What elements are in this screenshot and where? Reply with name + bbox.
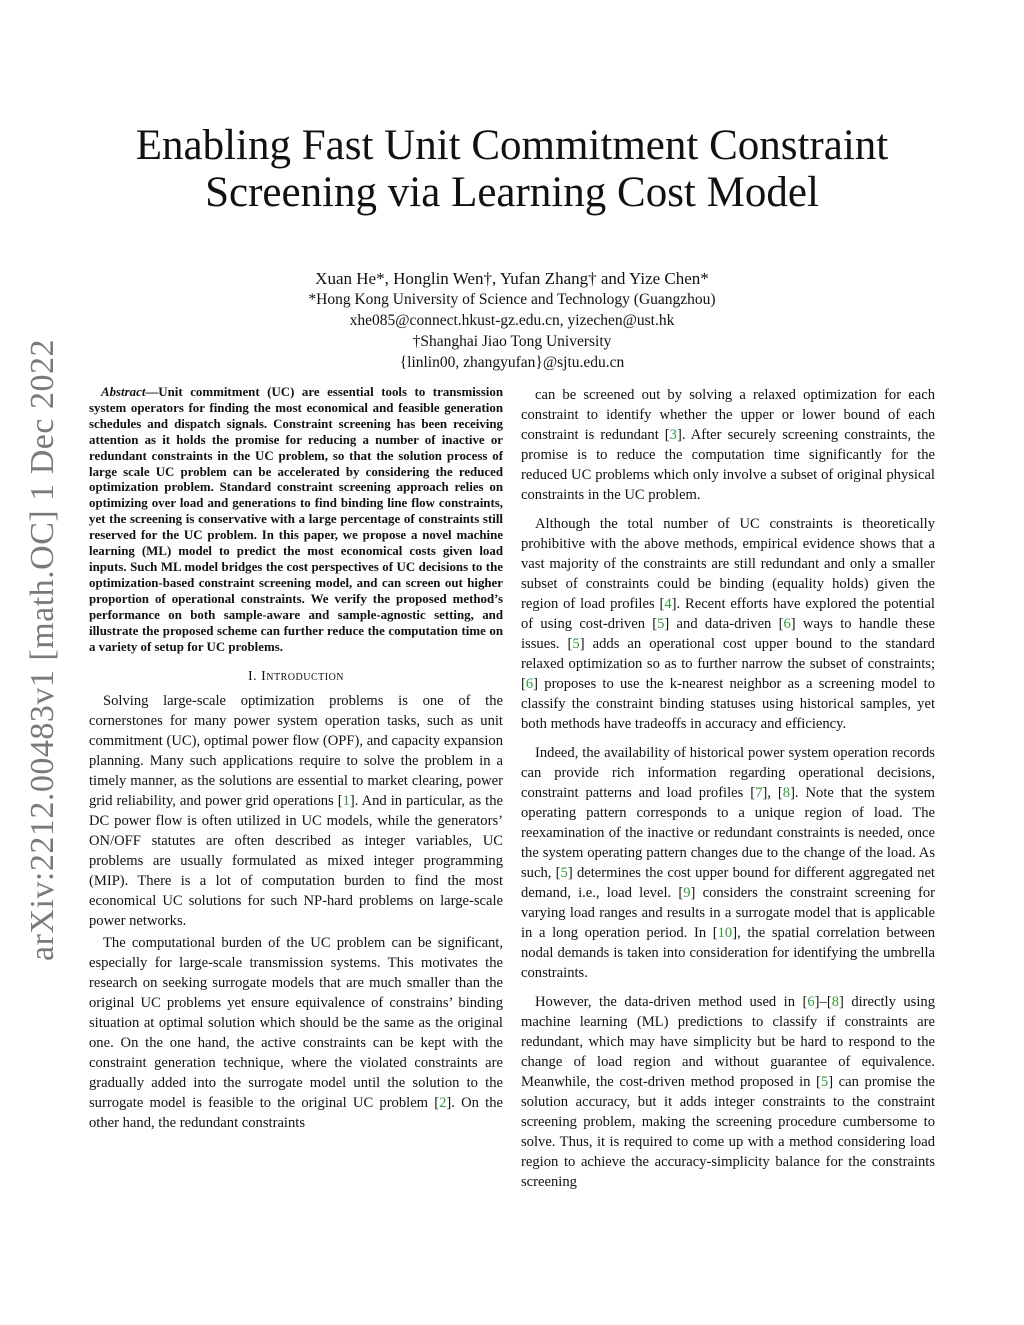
paragraph-text: ], the spatial correlation between nodal demands is taken into consideration for identifying the umbrella constraints. [521, 925, 935, 981]
paragraph-text: Solving large-scale optimization problems is one of the cornerstones for many power system operation tasks, such as unit commitment (UC), optimal power flow (OPF), and capacity expansion planning. Many such applications require to solve the problem in a timely manner, as the solutions are essential to market clearing, power grid reliability, and power grid operations [ [89, 693, 503, 810]
citation-link[interactable]: 5 [657, 616, 665, 632]
paper-title [88, 122, 936, 216]
right-body [521, 385, 935, 1192]
paragraph-text: ] directly using machine learning (ML) predictions to classify if constraints are redundant, which may have simplicity but be hard to respond to the change of load region and without guarantee of equivalence. Meanwhile, the cost-driven method proposed in [ [521, 994, 935, 1090]
body-paragraph [521, 743, 935, 983]
section-title: Introduction [261, 669, 345, 685]
paragraph-text: Although the total number of UC constraints is theoretically prohibitive with the above methods, empirical evidence shows that a vast majority of the constraints are still redundant and only a smaller subset of constraints could be binding (equality holds) given the region of load profiles [ [521, 516, 935, 612]
email-2: {linlin00, zhangyufan}@sjtu.edu.cn [399, 354, 625, 371]
body-paragraph [89, 933, 503, 1133]
paragraph-text: ]. Note that the system operating pattern corresponds to a unique region of load. The reexamination of the inactive or redundant constraints is needed, once the system operating pattern changes due to the change of the load. As such, [ [521, 785, 935, 881]
body-paragraph [89, 691, 503, 931]
citation-link[interactable]: 6 [783, 616, 791, 632]
paragraph-text: ] ways to handle these issues. [ [521, 616, 935, 652]
paragraph-text: ] considers the constraint screening for varying load ranges and results in a surrogate model that is applicable in a long operation period. In [ [521, 885, 935, 941]
author-names: Xuan He*, Honglin Wen†, Yufan Zhang† and Yize Chen* [315, 269, 709, 288]
paragraph-text: ]. Recent efforts have explored the potential of using cost-driven [ [521, 596, 935, 632]
citation-link[interactable]: 6 [525, 676, 534, 692]
citation-link[interactable]: 5 [820, 1074, 829, 1090]
citation-link[interactable]: 5 [560, 865, 568, 881]
section-numeral: I. [247, 669, 262, 685]
citation-link[interactable]: 8 [782, 785, 791, 801]
citation-link[interactable]: 8 [831, 994, 839, 1010]
citation-link[interactable]: 4 [664, 596, 672, 612]
paragraph-text: ] proposes to use the k-nearest neighbor as a screening model to classify the constraint binding statuses using historical samples, yet both methods have tradeoffs in accuracy and efficiency. [521, 676, 935, 732]
paragraph-text: The computational burden of the UC problem can be significant, especially for large-scale transmission systems. This motivates the research on seeking surrogate models that are much smaller than the original UC problems yet ensure equivalence of constrains’ binding situation at optimal solution which should be the same as the original one. On the one hand, the active constraints can be kept with the constraint generation technique, where the violated constraints are gradually added into the surrogate model until the solution to the surrogate model is feasible to the original UC problem [ [89, 935, 503, 1112]
abstract-text: —Unit commitment (UC) are essential tools to transmission system operators for finding the most economical and feasible generation schedules and dispatch signals. Constraint screening has been receiving attention as it holds the promise for reducing a number of inactive or redundant constraints in the UC problem, so that the solution process of large scale UC problem can be accelerated by considering the reduced optimization problem. Standard constraint screening approach relies on optimizing over load and generations to find binding line flow constraints, yet the screening is conservative with a large percentage of constraints still reserved for the UC problem. In this paper, we propose a novel machine learning (ML) model to predict the most economical costs given load inputs. Such ML model bridges the cost perspectives of UC decisions to the optimization-based constraint screening model, and can screen out higher proportion of operational constraints. We verify the proposed method’s performance on both sample-aware and sample-agnostic setting, and illustrate the proposed scheme can further reduce the computation time on a variety of setup for UC problems. [89, 385, 503, 654]
body-paragraph [521, 514, 935, 734]
paragraph-text: ] and data-driven [ [664, 616, 784, 632]
author-block [88, 268, 936, 373]
citation-link[interactable]: 2 [439, 1095, 447, 1112]
title-line-1: Enabling Fast Unit Commitment Constraint [135, 122, 889, 169]
paragraph-text: However, the data-driven method used in [ [535, 994, 808, 1010]
paragraph-text: ], [ [762, 785, 783, 801]
citation-link[interactable]: 5 [572, 636, 580, 652]
paragraph-text: Indeed, the availability of historical power system operation records can provide rich information regarding operational decisions, constraint patterns and load profiles [ [521, 745, 935, 801]
title-line-2: Screening via Learning Cost Model [205, 169, 819, 216]
email-1: xhe085@connect.hkust-gz.edu.cn, yizechen@ust.hk [349, 312, 675, 329]
paragraph-text: can be screened out by solving a relaxed optimization for each constraint to identify whether the upper or lower bound of each constraint is redundant [ [521, 387, 935, 443]
citation-link[interactable]: 7 [755, 785, 763, 801]
left-column [89, 385, 503, 1135]
arxiv-identifier-text: arXiv:2212.00483v1 [math.OC] 1 Dec 2022 [24, 339, 61, 961]
title-block [88, 122, 936, 373]
body-paragraph [521, 992, 935, 1192]
citation-link[interactable]: 1 [342, 793, 350, 810]
left-body [89, 691, 503, 1133]
arxiv-identifier [22, 340, 64, 960]
right-column [521, 385, 935, 1201]
citation-link[interactable]: 6 [807, 994, 815, 1010]
paragraph-text: ] can promise the solution accuracy, but it adds integer constraints to the constraint screening problem, making the screening procedure cumbersome to solve. Thus, it is required to come up with a method considering load region to achieve the accuracy-simplicity balance for the constraints screening [521, 1074, 936, 1190]
paragraph-text: ] adds an operational cost upper bound to the standard relaxed optimization so as to further narrow the subset of constraints; [ [521, 636, 935, 692]
abstract-label: Abstract [101, 385, 146, 399]
paragraph-text: ]. After securely screening constraints, the promise is to reduce the computation time significantly for the reduced UC problems which only involve a subset of original physical constraints in the UC problem. [521, 427, 935, 503]
citation-link[interactable]: 9 [683, 885, 691, 901]
abstract [89, 385, 503, 655]
citation-link[interactable]: 10 [717, 925, 733, 941]
paragraph-text: ]. And in particular, as the DC power flow is often utilized in UC models, while the generators’ ON/OFF statutes are often described as integer variables, UC problems are usually formulated as mixed integer programming (MIP). There is a lot of computation burden to find the most economical UC solutions for such NP-hard problems on large-scale power networks. [89, 793, 503, 930]
paragraph-text: ] determines the cost upper bound for different aggregated net demand, i.e., load level. [ [521, 865, 935, 901]
paragraph-text: ]. On the other hand, the redundant constraints [89, 1095, 503, 1132]
affiliation-1: *Hong Kong University of Science and Technology (Guangzhou) [308, 291, 716, 308]
body-paragraph [521, 385, 935, 505]
paragraph-text: ]–[ [814, 994, 832, 1010]
section-heading-introduction [89, 667, 503, 687]
citation-link[interactable]: 3 [669, 427, 677, 443]
affiliation-2: †Shanghai Jiao Tong University [412, 333, 612, 350]
